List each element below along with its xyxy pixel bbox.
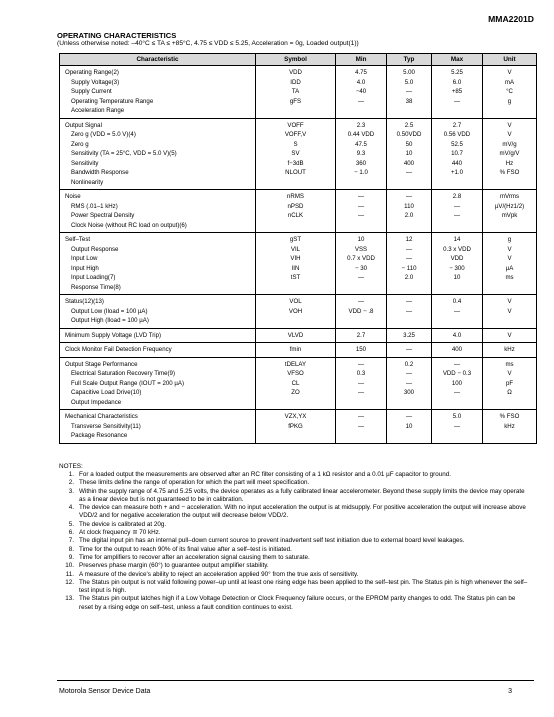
table-cell-line: RMS (.01–1 kHz) xyxy=(71,202,118,210)
table-cell-line: kHz xyxy=(504,346,515,353)
table-row-group xyxy=(60,343,537,358)
typ-cell xyxy=(387,190,432,233)
table-cell-line: Ω xyxy=(507,389,512,396)
table-cell-line: Capacitive Load Drive(10) xyxy=(71,389,142,396)
table-cell-line: V xyxy=(507,370,512,377)
symbol-cell xyxy=(256,328,336,343)
typ-cell xyxy=(387,357,432,410)
typ-cell xyxy=(387,410,432,444)
table-cell-line: TA xyxy=(291,88,300,95)
table-cell-line: 300 xyxy=(403,389,415,396)
max-cell xyxy=(432,357,483,410)
typ-cell xyxy=(387,118,432,190)
typ-cell xyxy=(387,343,432,358)
min-cell xyxy=(336,295,387,329)
table-cell-line: S xyxy=(293,140,298,148)
unit-cell xyxy=(483,357,537,410)
table-cell-line: Sensitivity (TA = 25°C, VDD = 5.0 V)(5) xyxy=(71,150,177,157)
table-cell-line: Transverse Sensitivity(11) xyxy=(71,422,141,430)
note-text: For a loaded output the measurements are observed after an RC filter consisting of a 1 kΩ resistor and a 0.01 µF capacitor to ground. xyxy=(79,471,452,478)
table-cell-line: 50 xyxy=(405,140,413,148)
note-text: Within the supply range of 4.75 and 5.25 volts, the device operates as a fully calibrated linear accelerometer. Beyond these supply limits the device may operate as a linear device but is not guaranteed to be in calibration. xyxy=(79,487,525,503)
symbol-cell xyxy=(256,295,336,329)
table-cell-line: 0.50VDD xyxy=(396,131,422,138)
table-cell-line: +85 xyxy=(451,88,463,95)
column-header: Symbol xyxy=(256,54,336,66)
table-cell-line: Output High (Iload = 100 µA) xyxy=(71,317,149,324)
table-cell-line: — xyxy=(453,97,461,105)
table-cell-line: µV/(Hz1/2) xyxy=(494,202,525,210)
table-cell-line: 2.3 xyxy=(356,121,366,129)
note-number: 7. xyxy=(68,537,74,545)
characteristic-cell xyxy=(60,410,256,444)
note-item xyxy=(59,521,529,529)
table-cell-line: Sensitivity xyxy=(71,159,99,167)
table-cell-line: Status(12)(13) xyxy=(65,298,104,305)
table-row-group xyxy=(60,66,537,119)
characteristic-cell xyxy=(60,190,256,233)
typ-cell xyxy=(387,328,432,343)
unit-cell xyxy=(483,328,537,343)
table-header-row xyxy=(60,54,537,66)
table-cell-line: Power Spectral Density xyxy=(71,212,135,219)
note-text: Time for the output to reach 90% of its final value after a self–test is initiated. xyxy=(79,545,292,553)
table-cell-line: gST xyxy=(289,236,302,243)
table-cell-line: V xyxy=(507,331,512,339)
table-cell-line: 100 xyxy=(451,379,463,387)
column-header: Max xyxy=(432,54,483,66)
table-cell-line: — xyxy=(453,389,461,396)
table-cell-line: − 110 xyxy=(401,264,417,272)
part-number: MMA2201D xyxy=(488,14,534,24)
min-cell xyxy=(336,328,387,343)
table-cell-line: 2.8 xyxy=(452,193,462,200)
table-cell-line: V xyxy=(507,121,512,129)
table-cell-line: — xyxy=(357,413,365,420)
table-cell-line: mA xyxy=(504,78,515,86)
table-cell-line: +1.0 xyxy=(450,169,464,176)
symbol-cell xyxy=(256,66,336,119)
table-cell-line: Output Impedance xyxy=(71,398,122,406)
note-text: A measure of the device's ability to reject an acceleration applied 90° from the true axis of sensitivity. xyxy=(79,570,359,578)
table-cell-line: — xyxy=(357,202,365,210)
table-cell-line: 10 xyxy=(405,150,413,157)
note-text: The Status pin output is not valid following power–up until at least one rising edge has been applied to the self–test pin. The Status pin is high whenever the self–test input is high. xyxy=(79,578,528,595)
table-cell-line: Mechanical Characteristics xyxy=(65,413,138,420)
characteristic-cell xyxy=(60,357,256,410)
unit-cell xyxy=(483,190,537,233)
table-cell-line: pF xyxy=(505,379,514,387)
characteristic-cell xyxy=(60,328,256,343)
table-cell-line: −40 xyxy=(355,88,367,95)
note-number: 1. xyxy=(68,471,74,478)
max-cell xyxy=(432,190,483,233)
table-cell-line: 10 xyxy=(405,422,413,430)
unit-cell xyxy=(483,118,537,190)
table-cell-line: — xyxy=(405,88,413,95)
table-cell-line: 5.0 xyxy=(452,413,462,420)
table-cell-line: 6.0 xyxy=(452,78,462,86)
table-cell-line: Bandwidth Response xyxy=(71,169,129,176)
table-cell-line: — xyxy=(357,379,365,387)
unit-cell xyxy=(483,410,537,444)
operating-characteristics-table xyxy=(59,53,537,444)
unit-cell xyxy=(483,343,537,358)
notes-title: NOTES: xyxy=(59,463,83,470)
table-cell-line: Noise xyxy=(65,193,81,200)
table-cell-line: fPKG xyxy=(288,422,303,430)
table-cell-line: Output Low (Iload = 100 µA) xyxy=(71,307,148,315)
table-cell-line: mV/g xyxy=(502,140,517,148)
table-cell-line: CL xyxy=(291,379,300,387)
typ-cell xyxy=(387,233,432,295)
note-text: Preserves phase margin (60°) to guarantee output amplifier stability. xyxy=(79,562,269,570)
symbol-cell xyxy=(256,190,336,233)
table-cell-line: Supply Current xyxy=(71,88,112,95)
unit-cell xyxy=(483,66,537,119)
characteristic-cell xyxy=(60,233,256,295)
table-row-group xyxy=(60,328,537,343)
max-cell xyxy=(432,328,483,343)
table-cell-line: 0.56 VDD xyxy=(443,131,471,138)
note-number: 3. xyxy=(68,487,74,495)
table-cell-line: 4.0 xyxy=(356,78,366,86)
note-number: 8. xyxy=(68,545,74,553)
table-cell-line: 5.0 xyxy=(404,78,414,86)
table-cell-line: V xyxy=(507,307,512,315)
table-cell-line: mVrms xyxy=(499,193,520,200)
table-cell-line: VFSO xyxy=(287,370,304,377)
table-cell-line: 10 xyxy=(453,274,461,281)
table-cell-line: — xyxy=(357,212,365,219)
table-cell-line: Full Scale Output Range (IOUT = 200 µA) xyxy=(71,379,184,387)
table-cell-line: 5.00 xyxy=(403,69,415,76)
note-text: At clock frequency ≅ 70 kHz. xyxy=(79,529,161,537)
table-cell-line: Zero g (VDD = 5.0 V)(4) xyxy=(71,131,136,138)
table-cell-line: tST xyxy=(290,274,301,281)
table-cell-line: VIL xyxy=(290,245,301,253)
table-cell-line: 9.3 xyxy=(356,150,366,157)
note-number: 11. xyxy=(65,570,74,578)
min-cell xyxy=(336,233,387,295)
column-header: Min xyxy=(336,54,387,66)
table-cell-line: 5.25 xyxy=(451,69,463,76)
table-cell-line: Self–Test xyxy=(65,236,91,243)
table-cell-line: Nonlinearity xyxy=(71,178,104,186)
note-item xyxy=(59,479,529,487)
notes-list xyxy=(59,471,529,612)
table-cell-line: VZX,YX xyxy=(284,413,307,420)
table-cell-line: — xyxy=(405,413,413,420)
note-number: 2. xyxy=(68,479,74,487)
table-cell-line: — xyxy=(357,422,365,430)
table-cell-line: — xyxy=(357,360,365,368)
min-cell xyxy=(336,410,387,444)
typ-cell xyxy=(387,295,432,329)
note-text: The device can measure both + and − acceleration. With no input acceleration the output is at midsupply. For positive acceleration the output will increase above VDD/2 and for negative acceleration the output will decrease below VDD/2. xyxy=(79,504,526,520)
table-cell-line: 110 xyxy=(404,202,414,210)
note-number: 13. xyxy=(65,595,74,603)
note-text: Time for amplifiers to recover after an acceleration signal causing them to saturate. xyxy=(79,553,310,561)
table-cell-line: mV/g/V xyxy=(499,150,520,157)
note-item xyxy=(59,537,529,545)
max-cell xyxy=(432,295,483,329)
note-text: These limits define the range of operation for which the part will meet specification. xyxy=(79,479,310,487)
symbol-cell xyxy=(256,233,336,295)
table-cell-line: Operating Temperature Range xyxy=(71,97,154,105)
table-cell-line: 2.7 xyxy=(452,121,462,129)
table-cell-line: V xyxy=(507,131,512,138)
table-cell-line: SV xyxy=(291,150,300,157)
table-cell-line: VOFF xyxy=(287,121,304,129)
symbol-cell xyxy=(256,357,336,410)
table-cell-line: — xyxy=(453,422,461,430)
table-cell-line: Minimum Supply Voltage (LVD Trip) xyxy=(65,331,162,339)
table-cell-line: nPSD xyxy=(287,202,304,210)
table-cell-line: — xyxy=(405,370,413,377)
table-cell-line: VDD − 0.3 xyxy=(442,370,472,377)
characteristic-cell xyxy=(60,118,256,190)
section-title: OPERATING CHARACTERISTICS xyxy=(57,31,177,40)
column-header: Unit xyxy=(483,54,537,66)
table-cell-line: g xyxy=(507,97,512,105)
note-text: The device is calibrated at 20g. xyxy=(79,520,167,528)
table-cell-line: — xyxy=(357,298,365,305)
characteristic-cell xyxy=(60,295,256,329)
note-number: 10. xyxy=(65,562,74,570)
typ-cell xyxy=(387,66,432,119)
table-row-group xyxy=(60,410,537,444)
max-cell xyxy=(432,343,483,358)
characteristic-cell xyxy=(60,343,256,358)
max-cell xyxy=(432,118,483,190)
table-cell-line: ms xyxy=(505,360,514,368)
table-cell-line: Clock Noise (without RC load on output)(6) xyxy=(71,221,187,229)
table-cell-line: — xyxy=(405,346,413,353)
table-cell-line: — xyxy=(357,97,365,105)
min-cell xyxy=(336,66,387,119)
table-cell-line: VOFF,V xyxy=(284,131,307,138)
table-cell-line: V xyxy=(507,255,512,262)
table-cell-line: — xyxy=(453,202,461,210)
min-cell xyxy=(336,190,387,233)
table-cell-line: 0.7 x VDD xyxy=(347,255,375,262)
table-cell-line: — xyxy=(357,274,365,281)
table-cell-line: 4.75 xyxy=(355,69,367,76)
table-cell-line: gFS xyxy=(289,97,302,105)
table-cell-line: µA xyxy=(505,264,514,272)
table-cell-line: Acceleration Range xyxy=(71,107,125,114)
table-cell-line: — xyxy=(405,307,413,315)
table-cell-line: 0.3 x VDD xyxy=(443,245,471,253)
table-cell-line: 3.25 xyxy=(403,331,415,339)
table-cell-line: 0.2 xyxy=(404,360,414,368)
table-row-group xyxy=(60,190,537,233)
table-cell-line: 0.3 xyxy=(356,370,366,377)
table-cell-line: — xyxy=(453,212,461,219)
min-cell xyxy=(336,118,387,190)
table-cell-line: VDD xyxy=(450,255,464,262)
footer-publication: Motorola Sensor Device Data xyxy=(59,688,151,695)
table-cell-line: VDD − .8 xyxy=(348,307,374,315)
table-cell-line: 14 xyxy=(453,236,461,243)
table-cell-line: Operating Range(2) xyxy=(65,69,119,76)
note-item xyxy=(59,488,529,505)
table-cell-line: f−3dB xyxy=(287,159,304,167)
table-cell-line: V xyxy=(507,245,512,253)
table-cell-line: kHz xyxy=(504,422,515,430)
note-item xyxy=(59,571,529,579)
table-cell-line: V xyxy=(507,298,512,305)
table-cell-line: Package Resonance xyxy=(71,432,128,439)
table-cell-line: − 30 xyxy=(354,264,368,272)
unit-cell xyxy=(483,295,537,329)
table-cell-line: VIH xyxy=(290,255,301,262)
footer-rule xyxy=(57,680,534,681)
max-cell xyxy=(432,66,483,119)
table-cell-line: 0.4 xyxy=(452,298,462,305)
unit-cell xyxy=(483,233,537,295)
table-cell-line: VDD xyxy=(289,69,302,76)
table-cell-line: 2.7 xyxy=(356,331,366,339)
table-cell-line: 4.0 xyxy=(452,331,462,339)
table-cell-line: 10 xyxy=(357,236,365,243)
table-cell-line: % FSO xyxy=(499,413,520,420)
table-cell-line: 52.5 xyxy=(451,140,463,148)
table-cell-line: V xyxy=(507,69,512,76)
table-row-group xyxy=(60,118,537,190)
symbol-cell xyxy=(256,410,336,444)
table-cell-line: — xyxy=(405,193,413,200)
note-number: 4. xyxy=(68,504,74,512)
table-cell-line: VOH xyxy=(288,307,303,315)
note-text: The digital input pin has an internal pull–down current source to prevent inadvertent self test initiation due to external board level leakages. xyxy=(79,537,465,545)
note-text: The Status pin output latches high if a Low Voltage Detection or Clock Frequency failure occurs, or the EPROM parity changes to odd. The Status pin can be reset by a rising edge on self–test, unless a fault condition continues to exist. xyxy=(79,595,516,611)
table-cell-line: VSS xyxy=(354,245,368,253)
table-cell-line: — xyxy=(453,307,461,315)
table-cell-line: VOL xyxy=(289,298,302,305)
table-cell-line: g xyxy=(507,236,512,243)
table-cell-line: 47.5 xyxy=(355,140,367,148)
table-cell-line: — xyxy=(405,379,413,387)
table-cell-line: nCLK xyxy=(287,212,304,219)
table-cell-line: — xyxy=(357,193,365,200)
max-cell xyxy=(432,233,483,295)
note-item xyxy=(59,546,529,554)
table-cell-line: — xyxy=(405,245,413,253)
note-number: 12. xyxy=(65,578,74,586)
min-cell xyxy=(336,357,387,410)
note-number: 5. xyxy=(68,520,74,528)
table-cell-line: 2.0 xyxy=(404,212,414,219)
table-cell-line: — xyxy=(405,255,413,262)
table-cell-line: % FSO xyxy=(499,169,520,176)
table-cell-line: 150 xyxy=(355,346,367,353)
max-cell xyxy=(432,410,483,444)
table-cell-line: — xyxy=(405,298,413,305)
table-cell-line: VLVD xyxy=(287,331,304,339)
note-number: 6. xyxy=(68,529,74,537)
symbol-cell xyxy=(256,343,336,358)
table-cell-line: 400 xyxy=(451,346,463,353)
table-cell-line: Output Response xyxy=(71,245,119,253)
table-row-group xyxy=(60,295,537,329)
table-cell-line: 2.5 xyxy=(404,121,414,129)
note-number: 9. xyxy=(68,553,74,561)
table-cell-line: — xyxy=(453,360,461,368)
note-item xyxy=(59,579,529,596)
table-cell-line: Input High xyxy=(71,264,99,272)
column-header: Characteristic xyxy=(60,54,256,66)
table-cell-line: 38 xyxy=(405,97,413,105)
table-cell-line: — xyxy=(405,169,413,176)
table-cell-line: − 1.0 xyxy=(354,169,368,176)
note-item xyxy=(59,595,529,612)
table-cell-line: °C xyxy=(506,88,513,95)
column-header: Typ xyxy=(387,54,432,66)
note-item xyxy=(59,529,529,537)
table-cell-line: Input Loading(7) xyxy=(71,274,116,281)
table-cell-line: Hz xyxy=(505,159,514,167)
table-cell-line: ZO xyxy=(291,389,300,396)
table-cell-line: 12 xyxy=(405,236,413,243)
table-cell-line: 360 xyxy=(355,159,367,167)
table-cell-line: 10.7 xyxy=(451,150,463,157)
table-cell-line: — xyxy=(357,389,365,396)
table-cell-line: 2.0 xyxy=(404,274,414,281)
note-item xyxy=(59,562,529,570)
table-cell-line: tDELAY xyxy=(284,360,307,368)
table-cell-line: 0.44 VDD xyxy=(347,131,375,138)
characteristic-cell xyxy=(60,66,256,119)
symbol-cell xyxy=(256,118,336,190)
table-cell-line: Zero g xyxy=(71,140,89,148)
table-cell-line: − 300 xyxy=(449,264,465,272)
table-cell-line: Output Stage Performance xyxy=(65,360,138,368)
table-cell-line: mVpk xyxy=(501,212,518,219)
table-cell-line: NLOUT xyxy=(285,169,306,176)
table-cell-line: fmin xyxy=(289,346,302,353)
table-cell-line: Response Time(8) xyxy=(71,283,121,291)
table-cell-line: Clock Monitor Fail Detection Frequency xyxy=(65,346,172,353)
table-cell-line: Electrical Saturation Recovery Time(9) xyxy=(71,370,175,377)
table-row-group xyxy=(60,233,537,295)
page-number: 3 xyxy=(508,688,512,695)
table-cell-line: nRMS xyxy=(287,193,304,200)
table-cell-line: IDD xyxy=(290,78,301,86)
section-subtitle: (Unless otherwise noted: –40°C ≤ TA ≤ +85°C, 4.75 ≤ VDD ≤ 5.25, Acceleration = 0g, Loaded output(1)) xyxy=(57,40,359,47)
table-cell-line: Supply Voltage(3) xyxy=(71,78,120,86)
min-cell xyxy=(336,343,387,358)
table-cell-line: Output Signal xyxy=(65,121,102,129)
table-cell-line: Input Low xyxy=(71,255,98,262)
table-cell-line: IIN xyxy=(291,264,300,272)
table-cell-line: 400 xyxy=(403,159,415,167)
table-cell-line: ms xyxy=(505,274,514,281)
table-row-group xyxy=(60,357,537,410)
note-item xyxy=(59,504,529,521)
table-cell-line: 440 xyxy=(451,159,463,167)
note-item xyxy=(59,471,529,479)
